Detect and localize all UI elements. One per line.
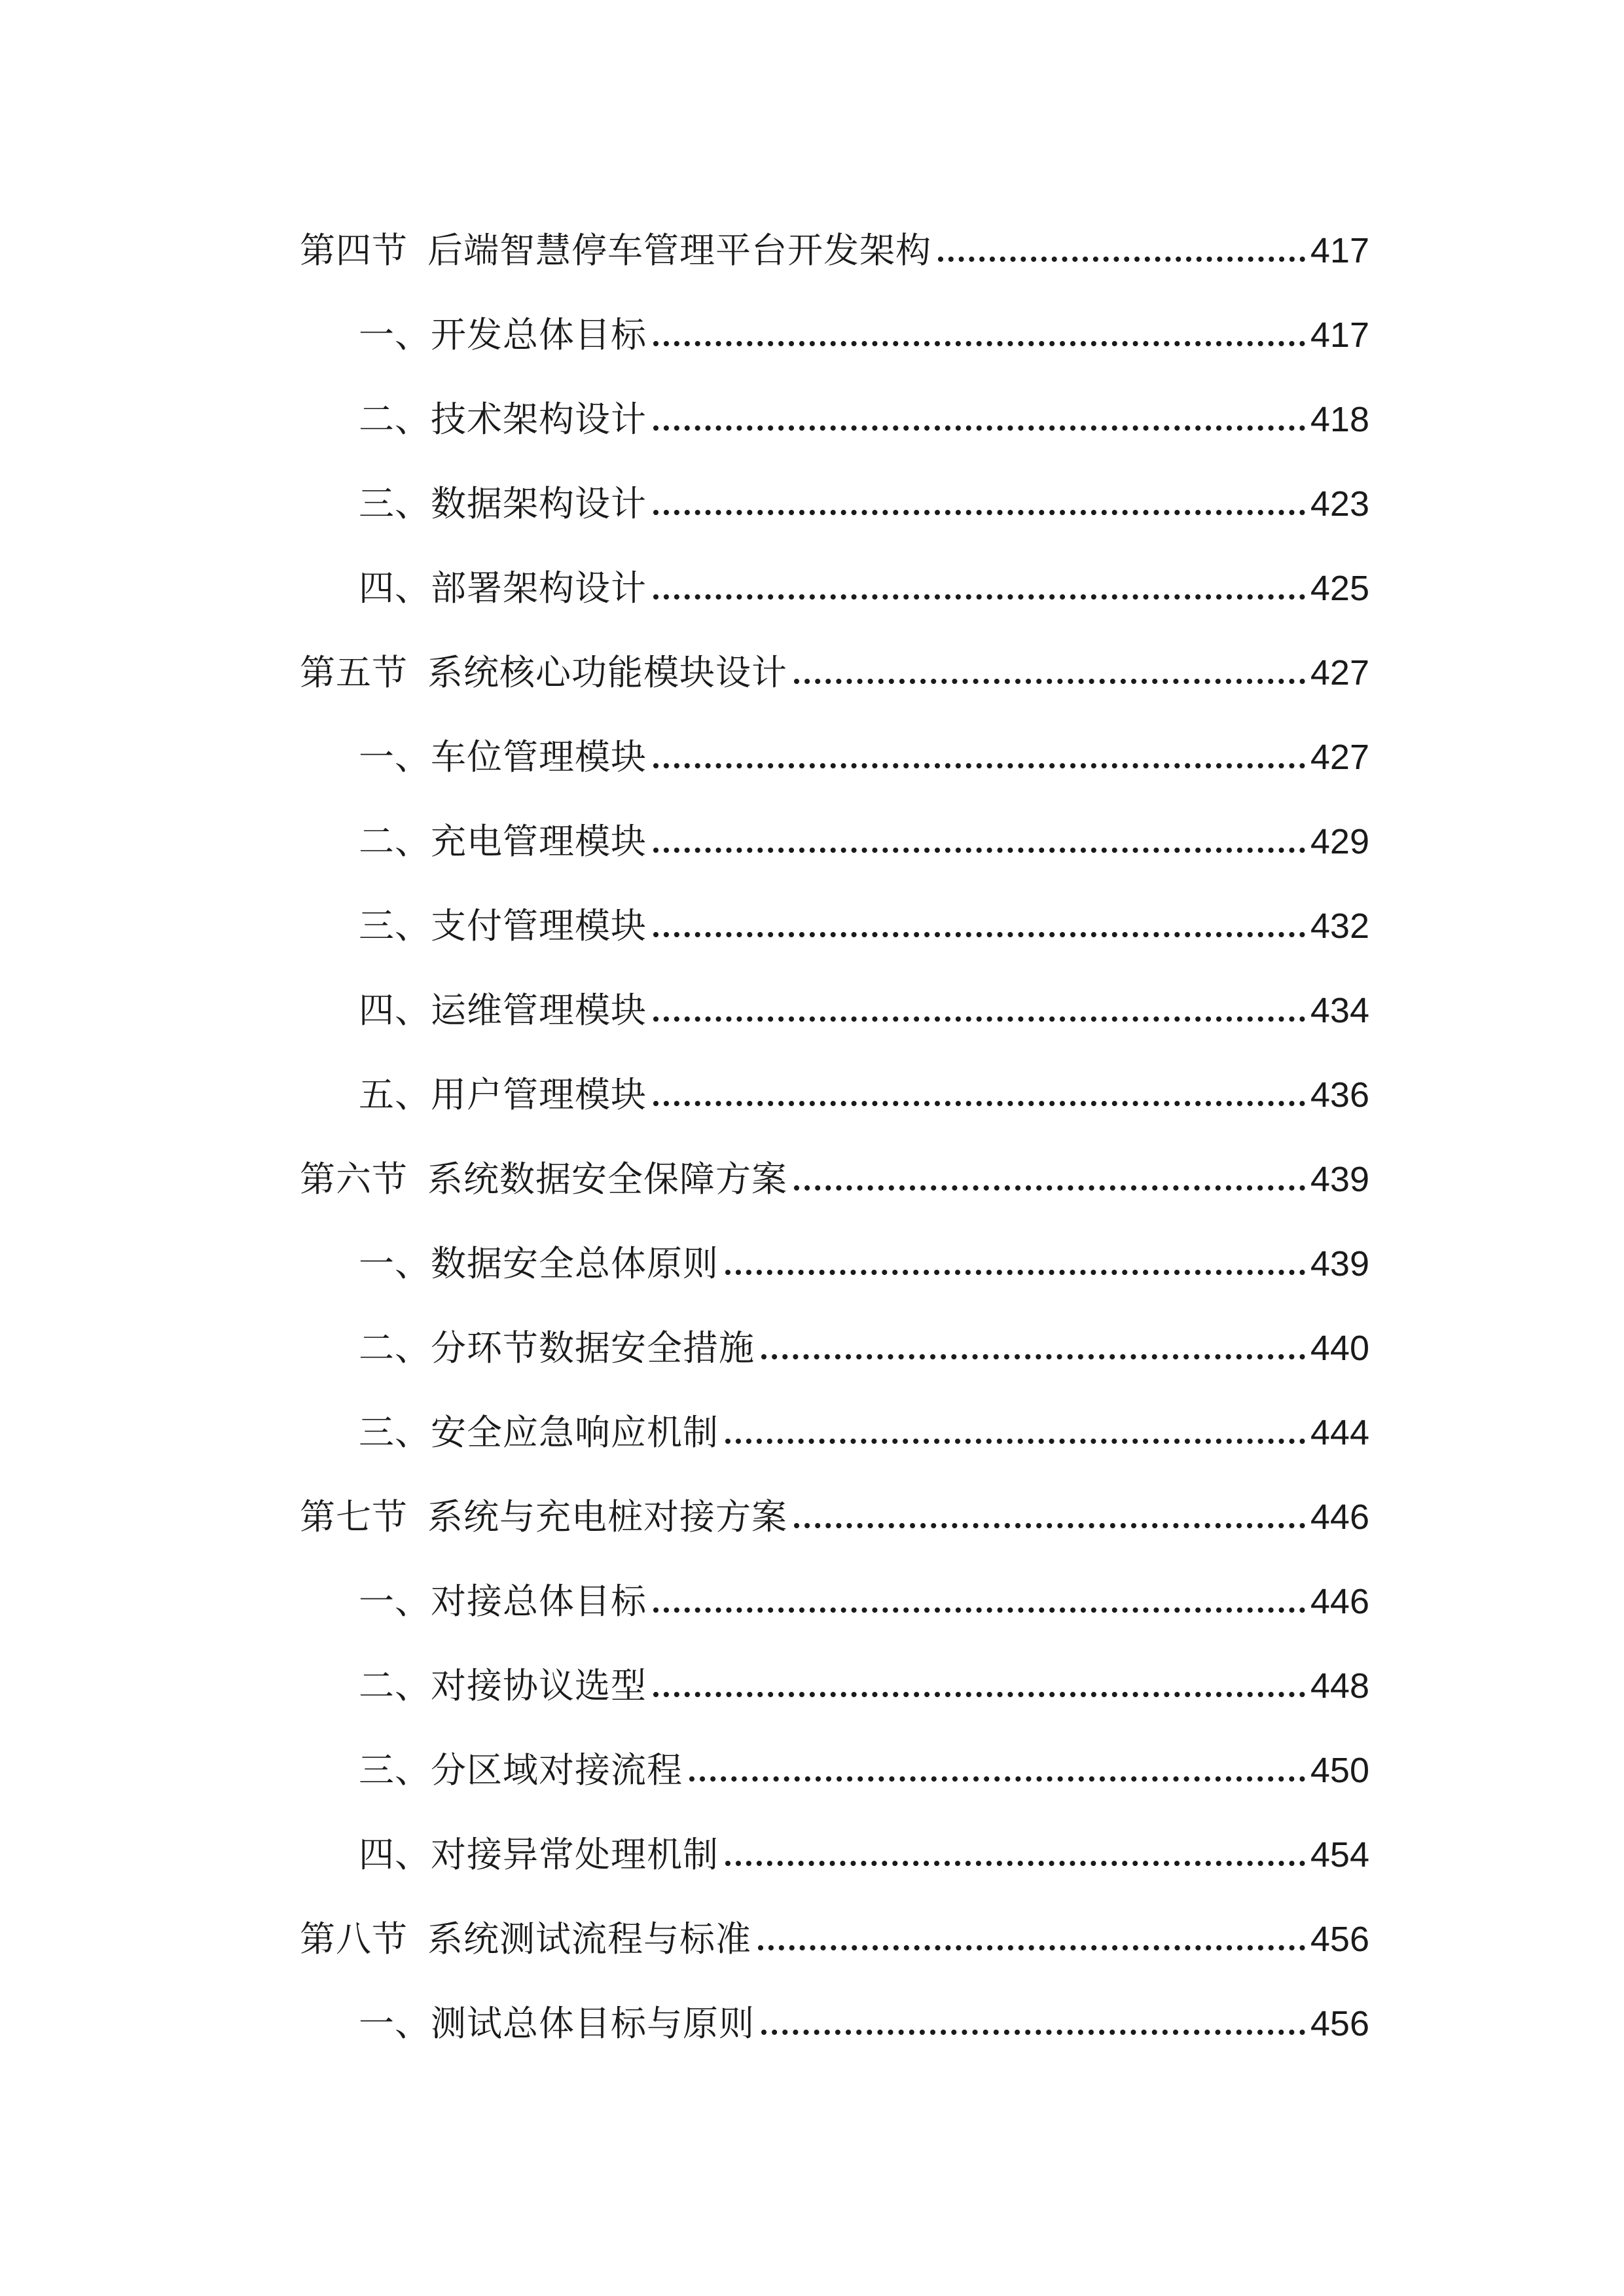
toc-page-number: 446 bbox=[1310, 1582, 1369, 1621]
toc-entry-title: 第六节 系统数据安全保障方案 bbox=[300, 1158, 787, 1200]
toc-page-number: 417 bbox=[1310, 231, 1369, 270]
toc-page-number: 423 bbox=[1310, 484, 1369, 524]
toc-entry[interactable] bbox=[359, 463, 1369, 522]
toc-entry-title: 三、安全应急响应机制 bbox=[359, 1412, 719, 1453]
toc-page-number: 427 bbox=[1310, 738, 1369, 777]
toc-entry-title: 四、对接异常处理机制 bbox=[359, 1834, 719, 1875]
toc-entry-title: 一、数据安全总体原则 bbox=[359, 1243, 719, 1284]
toc-page-number: 429 bbox=[1310, 822, 1369, 861]
toc-entry-title: 三、支付管理模块 bbox=[359, 905, 647, 946]
toc-entry[interactable] bbox=[359, 1223, 1369, 1282]
dot-leader bbox=[725, 1439, 1305, 1444]
toc-entry-title: 第八节 系统测试流程与标准 bbox=[300, 1918, 751, 1960]
dot-leader bbox=[653, 425, 1305, 431]
toc-page-number: 440 bbox=[1310, 1329, 1369, 1368]
toc-entry[interactable] bbox=[359, 885, 1369, 944]
toc-page-number: 446 bbox=[1310, 1498, 1369, 1537]
toc-entry-title: 第五节 系统核心功能模块设计 bbox=[300, 652, 787, 693]
dot-leader bbox=[653, 594, 1305, 600]
dot-leader bbox=[653, 1016, 1305, 1022]
toc-page-number: 434 bbox=[1310, 991, 1369, 1030]
toc-entry-section-6[interactable] bbox=[300, 1138, 1369, 1200]
dot-leader bbox=[653, 932, 1305, 937]
dot-leader bbox=[653, 510, 1305, 515]
toc-page-number: 450 bbox=[1310, 1751, 1369, 1790]
toc-entry-title: 三、数据架构设计 bbox=[359, 483, 647, 524]
dot-leader bbox=[794, 1523, 1305, 1528]
toc-entry-title: 二、充电管理模块 bbox=[359, 821, 647, 862]
dot-leader bbox=[689, 1776, 1305, 1782]
toc-page-number: 425 bbox=[1310, 569, 1369, 608]
toc-page-number: 418 bbox=[1310, 400, 1369, 439]
dot-leader bbox=[653, 1692, 1305, 1697]
toc-entry-title: 四、运维管理模块 bbox=[359, 990, 647, 1031]
toc-entry-section-4[interactable] bbox=[300, 209, 1369, 271]
toc-entry-title: 二、技术架构设计 bbox=[359, 399, 647, 440]
toc-entry[interactable] bbox=[359, 547, 1369, 609]
toc-entry-title: 一、测试总体目标与原则 bbox=[359, 2003, 755, 2044]
toc-entry[interactable] bbox=[359, 1645, 1369, 1704]
dot-leader bbox=[653, 763, 1305, 768]
dot-leader bbox=[761, 1354, 1305, 1359]
toc-entry[interactable] bbox=[359, 1560, 1369, 1622]
toc-entry-section-7[interactable] bbox=[300, 1476, 1369, 1535]
toc-entry[interactable] bbox=[359, 1814, 1369, 1873]
toc-entry-title: 二、对接协议选型 bbox=[359, 1665, 647, 1706]
toc-entry-section-8[interactable] bbox=[300, 1898, 1369, 1960]
toc-entry-title: 三、分区域对接流程 bbox=[359, 1749, 683, 1791]
toc-page-number: 436 bbox=[1310, 1075, 1369, 1115]
dot-leader bbox=[794, 1185, 1305, 1191]
toc-page-number: 417 bbox=[1310, 315, 1369, 355]
toc-entry-title: 第七节 系统与充电桩对接方案 bbox=[300, 1496, 787, 1537]
toc-entry-title: 二、分环节数据安全措施 bbox=[359, 1327, 755, 1369]
toc-page-number: 439 bbox=[1310, 1244, 1369, 1283]
toc-entry-title: 一、车位管理模块 bbox=[359, 736, 647, 778]
toc-entry-title: 一、对接总体目标 bbox=[359, 1581, 647, 1622]
toc-page-number: 456 bbox=[1310, 1920, 1369, 1959]
dot-leader bbox=[653, 341, 1305, 346]
dot-leader bbox=[938, 257, 1305, 262]
toc-entry-title: 第四节 后端智慧停车管理平台开发架构 bbox=[300, 230, 931, 271]
dot-leader bbox=[758, 1945, 1305, 1950]
toc-entry-title: 五、用户管理模块 bbox=[359, 1074, 647, 1115]
dot-leader bbox=[653, 848, 1305, 853]
dot-leader bbox=[761, 2030, 1305, 2035]
toc-page-number: 432 bbox=[1310, 906, 1369, 946]
toc-page-number: 439 bbox=[1310, 1160, 1369, 1199]
toc-entry-title: 四、部署架构设计 bbox=[359, 567, 647, 609]
toc-entry[interactable] bbox=[359, 378, 1369, 440]
toc-entry[interactable] bbox=[359, 1054, 1369, 1113]
dot-leader bbox=[725, 1270, 1305, 1275]
dot-leader bbox=[653, 1101, 1305, 1106]
toc-page-number: 456 bbox=[1310, 2004, 1369, 2043]
toc-entry[interactable] bbox=[359, 1391, 1369, 1453]
toc-entry[interactable] bbox=[359, 800, 1369, 862]
toc-entry[interactable] bbox=[359, 969, 1369, 1031]
dot-leader bbox=[794, 679, 1305, 684]
dot-leader bbox=[725, 1861, 1305, 1866]
toc-entry[interactable] bbox=[359, 294, 1369, 353]
toc-page-number: 448 bbox=[1310, 1666, 1369, 1706]
toc-page-number: 444 bbox=[1310, 1413, 1369, 1452]
toc-entry[interactable] bbox=[359, 1729, 1369, 1791]
toc-entry[interactable] bbox=[359, 1307, 1369, 1369]
toc-entry[interactable] bbox=[359, 716, 1369, 778]
toc-entry[interactable] bbox=[359, 1982, 1369, 2044]
toc-entry-section-5[interactable] bbox=[300, 632, 1369, 691]
toc-page-number: 427 bbox=[1310, 653, 1369, 692]
toc-entry-title: 一、开发总体目标 bbox=[359, 314, 647, 355]
toc-page-number: 454 bbox=[1310, 1835, 1369, 1874]
dot-leader bbox=[653, 1607, 1305, 1613]
